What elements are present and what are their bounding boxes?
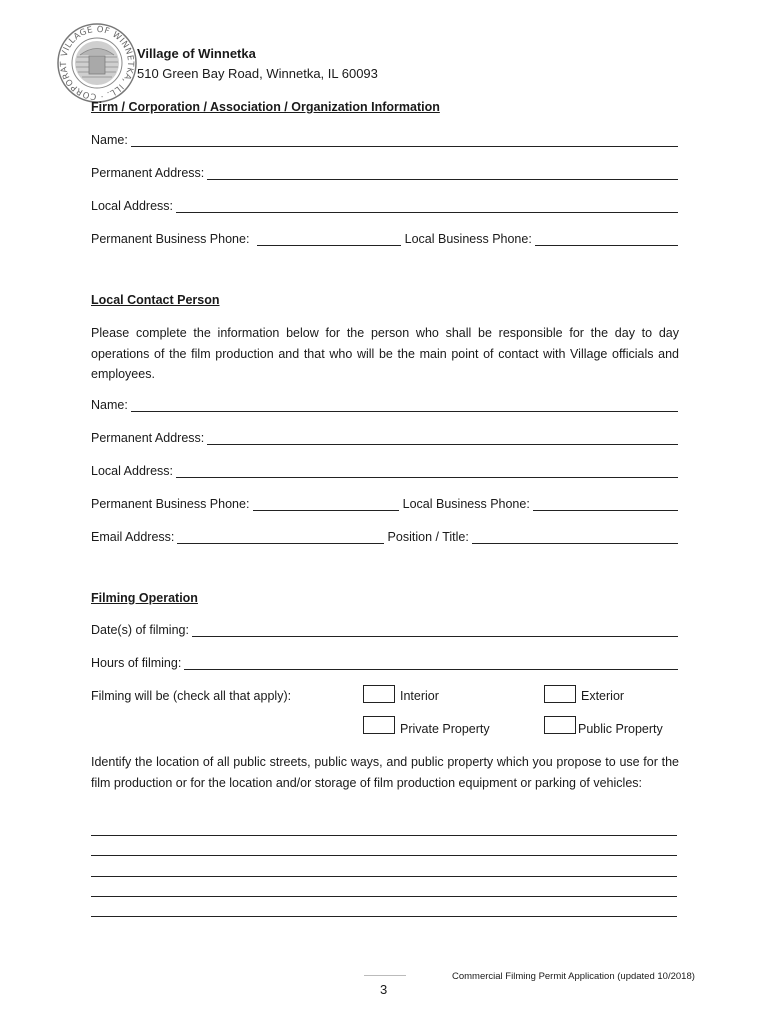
contact-perm-phone-field[interactable]: [253, 498, 398, 511]
private-property-option-label: Private Property: [400, 722, 490, 736]
contact-local-address-row: [91, 464, 678, 478]
location-answer-line[interactable]: [91, 876, 677, 877]
location-answer-line[interactable]: [91, 835, 677, 836]
contact-perm-address-label: Permanent Address:: [91, 431, 205, 445]
firm-local-address-label: Local Address:: [91, 199, 173, 213]
firm-phone-row: [91, 232, 678, 246]
filming-dates-field[interactable]: [192, 624, 678, 637]
village-seal-logo: [56, 22, 138, 104]
page-number: 3: [380, 982, 388, 997]
public-property-checkbox[interactable]: [544, 716, 576, 734]
contact-perm-phone-label: Permanent Business Phone:: [91, 497, 250, 511]
firm-local-phone-field[interactable]: [535, 233, 678, 246]
firm-perm-address-row: [91, 166, 678, 180]
contact-email-row: [91, 530, 678, 544]
firm-local-phone-label: Local Business Phone:: [404, 232, 532, 246]
contact-local-address-field[interactable]: [176, 465, 678, 478]
firm-name-label: Name:: [91, 133, 128, 147]
filming-check-label: Filming will be (check all that apply):: [91, 689, 292, 703]
filming-hours-field[interactable]: [184, 657, 678, 670]
location-answer-line[interactable]: [91, 916, 677, 917]
contact-position-field[interactable]: [472, 531, 678, 544]
filming-dates-row: [91, 623, 678, 637]
contact-instructions: Please complete the information below for the person who shall be responsible for the day to day operations of the film production and that who will be the main point of contact with Village officials and employees.: [91, 326, 679, 381]
firm-perm-address-field[interactable]: [207, 167, 678, 180]
interior-option-label: Interior: [400, 689, 439, 703]
exterior-option-label: Exterior: [581, 689, 625, 703]
footer-rule: [364, 975, 406, 976]
interior-checkbox[interactable]: [363, 685, 395, 703]
firm-local-address-row: [91, 199, 678, 213]
contact-position-label: Position / Title:: [387, 530, 469, 544]
filming-section-heading: Filming Operation: [91, 591, 198, 605]
contact-email-label: Email Address:: [91, 530, 175, 544]
contact-section-heading: Local Contact Person: [91, 293, 220, 307]
filming-hours-label: Hours of filming:: [91, 656, 182, 670]
firm-name-row: [91, 133, 678, 147]
firm-local-address-field[interactable]: [176, 200, 678, 213]
firm-perm-phone-label: Permanent Business Phone:: [91, 232, 250, 246]
contact-perm-address-row: [91, 431, 678, 445]
firm-name-field[interactable]: [131, 134, 678, 147]
location-prompt: Identify the location of all public streets, public ways, and public property which you propose to use for the film production or for the location and/or storage of film production equipment or parking of vehicles:: [91, 755, 679, 790]
contact-name-field[interactable]: [131, 399, 678, 412]
contact-perm-address-field[interactable]: [207, 432, 678, 445]
firm-perm-address-label: Permanent Address:: [91, 166, 205, 180]
svg-text:VILLAGE OF WINNETKA, ILL. · CO: VILLAGE OF WINNETKA, ILL. · CORPORAT: [58, 24, 136, 102]
contact-email-field[interactable]: [177, 531, 383, 544]
contact-local-phone-label: Local Business Phone:: [402, 497, 530, 511]
location-answer-line[interactable]: [91, 896, 677, 897]
public-property-option-label: Public Property: [578, 722, 663, 736]
firm-section-heading: Firm / Corporation / Association / Organization Information: [91, 100, 440, 114]
location-answer-line[interactable]: [91, 855, 677, 856]
filming-dates-label: Date(s) of filming:: [91, 623, 189, 637]
footer-note: Commercial Filming Permit Application (updated 10/2018): [452, 971, 695, 982]
village-name: Village of Winnetka: [137, 46, 256, 61]
contact-name-label: Name:: [91, 398, 128, 412]
contact-local-address-label: Local Address:: [91, 464, 173, 478]
contact-local-phone-field[interactable]: [533, 498, 678, 511]
filming-hours-row: [91, 656, 678, 670]
exterior-checkbox[interactable]: [544, 685, 576, 703]
contact-name-row: [91, 398, 678, 412]
private-property-checkbox[interactable]: [363, 716, 395, 734]
village-address: 510 Green Bay Road, Winnetka, IL 60093: [137, 66, 378, 81]
contact-phone-row: [91, 497, 678, 511]
firm-perm-phone-field[interactable]: [257, 233, 400, 246]
